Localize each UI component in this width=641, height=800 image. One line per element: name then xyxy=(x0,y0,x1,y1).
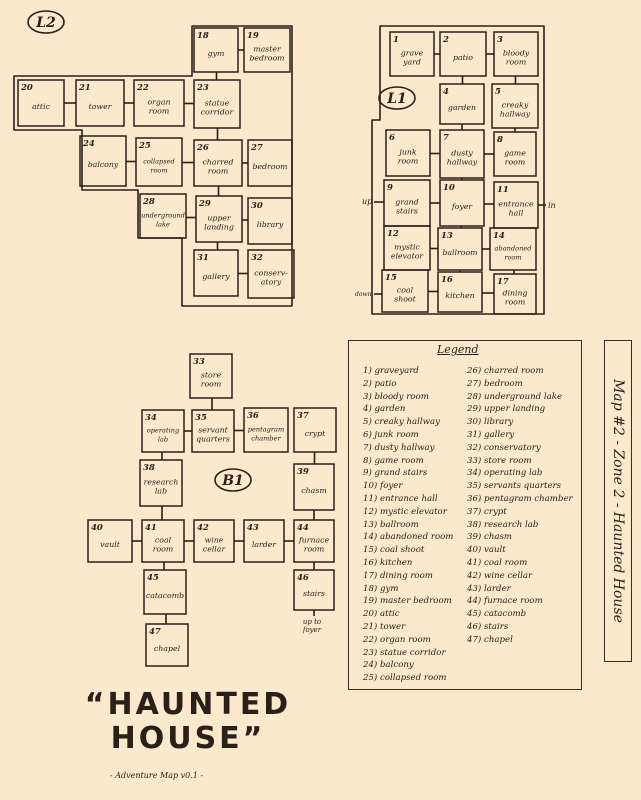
room-name-33: room xyxy=(200,379,222,389)
map-title-line-2: HOUSE” xyxy=(110,721,266,756)
legend-item: 8) game room xyxy=(363,455,424,466)
room-number-2: 2 xyxy=(443,35,449,45)
room-number-8: 8 xyxy=(497,135,503,145)
room-number-12: 12 xyxy=(387,229,399,239)
room-name-9: grand xyxy=(395,197,419,207)
legend-item: 24) balcony xyxy=(363,660,414,671)
legend-item: 4) garden xyxy=(363,404,406,415)
room-number-45: 45 xyxy=(147,573,159,583)
legend-item: 15) coal shoot xyxy=(363,545,425,556)
room-name-35: quarters xyxy=(196,434,230,444)
marker-up: up xyxy=(362,197,373,206)
room-number-18: 18 xyxy=(197,31,209,41)
legend-column-1 xyxy=(363,365,453,685)
room-name-17: dining xyxy=(502,288,528,298)
room-number-7: 7 xyxy=(443,133,449,143)
room-name-22: organ xyxy=(147,97,171,107)
room-name-28: lake xyxy=(156,220,170,229)
room-name-18: gym xyxy=(207,49,225,58)
legend-item: 29) upper landing xyxy=(467,404,546,415)
legend-item: 22) organ room xyxy=(363,634,431,645)
map-title xyxy=(58,688,318,756)
legend-item: 32) conservatory xyxy=(467,442,541,453)
room-number-16: 16 xyxy=(441,275,453,285)
room-name-15: shoot xyxy=(394,294,416,304)
legend-item: 20) attic xyxy=(363,609,400,620)
room-name-15: coal xyxy=(396,285,414,295)
legend-item: 28) underground lake xyxy=(467,391,563,402)
room-number-31: 31 xyxy=(197,253,209,263)
room-name-7: dusty xyxy=(451,148,473,158)
legend-item: 18) gym xyxy=(363,583,399,594)
room-name-9: stairs xyxy=(395,206,419,216)
room-name-11: hall xyxy=(508,208,524,218)
room-number-24: 24 xyxy=(83,139,95,149)
floor-label-l1: L1 xyxy=(387,91,407,107)
room-name-3: bloody xyxy=(502,48,530,58)
room-name-30: library xyxy=(256,220,284,229)
legend-item: 43) larder xyxy=(467,583,511,594)
legend-item: 1) graveyard xyxy=(363,366,419,376)
legend-item: 44) furnace room xyxy=(467,596,543,607)
room-number-37: 37 xyxy=(297,411,309,421)
room-name-12: elevator xyxy=(390,251,424,261)
room-name-36: pentagram xyxy=(247,425,285,434)
legend-item: 30) library xyxy=(467,417,514,428)
room-name-28: underground xyxy=(141,211,185,220)
legend-item: 33) store room xyxy=(467,455,532,466)
floor-label-b1: B1 xyxy=(222,473,244,489)
room-name-14: abandoned xyxy=(494,244,532,253)
room-name-26: charred xyxy=(202,157,234,167)
legend-box xyxy=(348,340,582,690)
legend-item: 14) abandoned room xyxy=(363,532,454,543)
legend-item: 41) coal room xyxy=(467,557,528,568)
room-name-4: garden xyxy=(448,103,476,112)
room-number-5: 5 xyxy=(495,87,501,97)
legend-item: 23) statue corridor xyxy=(363,647,446,658)
legend-item: 35) servants quarters xyxy=(467,481,562,492)
legend-item: 16) kitchen xyxy=(363,557,413,568)
zone-label: Map #2 - Zone 2 - Haunted House xyxy=(610,379,626,623)
room-number-10: 10 xyxy=(443,183,455,193)
legend-item: 38) research lab xyxy=(467,519,539,530)
room-name-26: room xyxy=(207,166,229,176)
room-name-16: kitchen xyxy=(445,291,475,300)
legend-item: 2) patio xyxy=(363,378,397,389)
room-name-41: room xyxy=(152,544,174,554)
floor-l1-outline xyxy=(372,26,544,314)
legend-item: 19) master bedroom xyxy=(363,596,452,607)
room-number-26: 26 xyxy=(197,143,209,153)
room-name-32: atory xyxy=(260,277,282,287)
room-number-43: 43 xyxy=(247,523,259,533)
room-name-47: chapel xyxy=(153,644,181,653)
room-number-47: 47 xyxy=(149,627,161,637)
room-name-19: bedroom xyxy=(249,53,285,63)
legend-item: 25) collapsed room xyxy=(363,673,447,684)
room-number-15: 15 xyxy=(385,273,397,283)
room-number-20: 20 xyxy=(21,83,33,93)
legend-item: 13) ballroom xyxy=(363,519,419,530)
room-number-4: 4 xyxy=(443,87,449,97)
room-number-28: 28 xyxy=(143,197,155,207)
legend-item: 31) gallery xyxy=(467,429,515,440)
room-number-38: 38 xyxy=(143,463,155,473)
marker-in: in xyxy=(548,201,556,210)
room-name-35: servant xyxy=(198,425,228,435)
legend-item: 3) bloody room xyxy=(363,391,429,402)
room-name-1: grave xyxy=(400,48,424,58)
legend-item: 9) grand stairs xyxy=(363,468,428,479)
room-name-31: gallery xyxy=(202,272,230,281)
room-name-29: landing xyxy=(204,222,234,232)
room-name-12: mystic xyxy=(394,242,420,252)
room-name-8: game xyxy=(504,148,526,158)
legend-item: 10) foyer xyxy=(363,481,403,492)
legend-item: 11) entrance hall xyxy=(363,493,438,504)
room-name-42: cellar xyxy=(202,544,226,554)
room-name-33: store xyxy=(200,370,222,380)
legend-item: 46) stairs xyxy=(467,621,509,632)
room-name-25: collapsed xyxy=(143,157,175,166)
room-name-34: operating xyxy=(146,426,180,435)
legend-item: 37) crypt xyxy=(467,506,507,517)
room-name-19: master xyxy=(253,44,281,54)
room-name-2: patio xyxy=(453,53,473,62)
map-title-line-1: “HAUNTED xyxy=(84,687,292,722)
legend-item: 12) mystic elevator xyxy=(363,506,447,517)
room-name-5: creaky xyxy=(501,100,529,110)
room-name-8: room xyxy=(504,157,526,167)
room-number-32: 32 xyxy=(251,253,263,263)
room-number-25: 25 xyxy=(139,141,151,151)
room-number-40: 40 xyxy=(91,523,103,533)
room-name-10: foyer xyxy=(451,202,473,211)
legend-item: 39) chasm xyxy=(467,532,513,543)
legend-item: 36) pentagram chamber xyxy=(467,493,573,504)
legend-item: 26) charred room xyxy=(467,366,544,376)
room-name-6: room xyxy=(397,156,419,166)
legend-item: 27) bedroom xyxy=(467,378,523,389)
room-name-34: lab xyxy=(157,435,169,444)
room-name-20: attic xyxy=(32,102,50,111)
room-name-3: room xyxy=(505,57,527,67)
room-number-30: 30 xyxy=(251,201,263,211)
marker-up-to-foyer: up to xyxy=(302,618,322,626)
room-number-44: 44 xyxy=(297,523,309,533)
legend-item: 21) tower xyxy=(363,621,406,632)
legend-item: 34) operating lab xyxy=(467,468,543,479)
room-number-9: 9 xyxy=(387,183,393,193)
room-name-11: entrance xyxy=(498,199,534,209)
room-name-23: corridor xyxy=(200,107,234,117)
room-number-39: 39 xyxy=(297,467,309,477)
room-number-22: 22 xyxy=(137,83,149,93)
room-name-6: junk xyxy=(399,147,417,157)
room-number-21: 21 xyxy=(79,83,91,93)
room-number-13: 13 xyxy=(441,231,453,241)
room-number-46: 46 xyxy=(297,573,309,583)
legend-column-2 xyxy=(467,365,573,647)
legend-item: 6) junk room xyxy=(363,429,419,440)
marker-down: down xyxy=(355,291,372,298)
zone-label-box xyxy=(604,340,632,662)
room-name-39: chasm xyxy=(301,486,327,495)
room-number-29: 29 xyxy=(199,199,211,209)
room-name-36: chamber xyxy=(251,434,281,443)
room-number-42: 42 xyxy=(197,523,209,533)
room-name-27: bedroom xyxy=(252,162,288,171)
legend-item: 42) wine cellar xyxy=(467,570,533,581)
room-number-35: 35 xyxy=(195,413,207,423)
room-name-46: stairs xyxy=(302,589,326,598)
legend-item: 40) vault xyxy=(467,545,506,556)
marker-up-to-foyer: foyer xyxy=(302,626,322,634)
room-number-19: 19 xyxy=(247,31,259,41)
room-number-6: 6 xyxy=(389,133,395,143)
room-name-23: statue xyxy=(204,98,230,108)
room-name-44: room xyxy=(303,544,325,554)
room-name-29: upper xyxy=(207,213,231,223)
room-name-24: balcony xyxy=(87,160,119,169)
room-number-11: 11 xyxy=(497,185,509,195)
room-name-1: yard xyxy=(403,57,421,67)
room-name-44: furnace xyxy=(298,535,330,545)
room-number-41: 41 xyxy=(145,523,157,533)
room-name-37: crypt xyxy=(304,429,326,438)
room-number-27: 27 xyxy=(251,143,263,153)
room-name-42: wine xyxy=(204,535,224,545)
room-name-38: research xyxy=(143,477,179,487)
room-number-14: 14 xyxy=(493,231,505,241)
room-number-3: 3 xyxy=(497,35,503,45)
floor-label-l2: L2 xyxy=(36,15,56,31)
room-number-33: 33 xyxy=(193,357,205,367)
room-number-34: 34 xyxy=(145,413,157,423)
room-name-21: tower xyxy=(88,102,112,111)
room-name-41: coal xyxy=(154,535,172,545)
room-name-25: room xyxy=(150,166,168,175)
room-number-23: 23 xyxy=(197,83,209,93)
room-name-38: lab xyxy=(154,486,168,496)
room-name-45: catacomb xyxy=(145,591,185,600)
legend-title: Legend xyxy=(437,343,479,356)
room-name-5: hallway xyxy=(499,109,531,119)
room-number-36: 36 xyxy=(247,411,259,421)
room-name-7: hallway xyxy=(446,157,478,167)
room-name-17: room xyxy=(504,297,526,307)
room-name-14: room xyxy=(504,253,522,262)
room-name-22: room xyxy=(148,106,170,116)
legend-item: 45) catacomb xyxy=(467,609,527,620)
room-name-32: conserv- xyxy=(254,268,288,278)
legend-item: 17) dining room xyxy=(363,570,433,581)
room-name-40: vault xyxy=(100,540,120,549)
room-name-43: larder xyxy=(251,540,277,549)
room-number-1: 1 xyxy=(393,35,399,45)
legend-item: 47) chapel xyxy=(467,634,513,645)
room-number-17: 17 xyxy=(497,277,509,287)
legend-item: 5) creaky hallway xyxy=(363,417,440,428)
map-subtitle: - Adventure Map v0.1 - xyxy=(110,771,204,780)
legend-item: 7) dusty hallway xyxy=(363,442,435,453)
room-name-13: ballroom xyxy=(442,248,478,257)
